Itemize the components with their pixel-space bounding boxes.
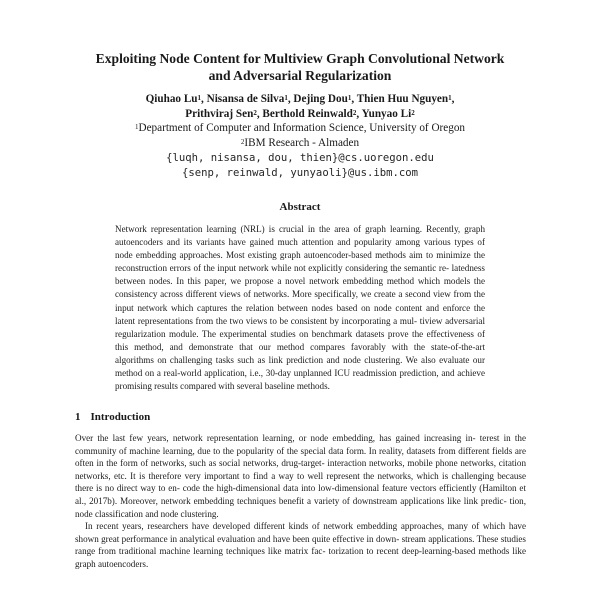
body-line: torization to recent deep-learning-based methods like graph autoencoders. xyxy=(75,546,526,569)
paper-title xyxy=(60,50,540,84)
abstract-body xyxy=(115,223,485,393)
title-line: Exploiting Node Content for Multiview Graph Convolutional Network xyxy=(95,51,505,66)
abstract-line: the effectiveness of this method, and demonstrate that our method compares favorably with the xyxy=(115,328,485,352)
affiliation-mark: 1 xyxy=(448,94,452,102)
author-name: Yunyao Li xyxy=(361,107,412,120)
body-line: of which have shown great performance in analytical evaluation and have been quite effective in down- xyxy=(75,521,527,544)
body-line: terest in the community of machine learning, due to the popularity of the special data form. In reality, xyxy=(75,433,526,456)
author-line: Prithviraj Sen$^2$, Berthold Reinwald$^2$, Yunyao Li$^2$ xyxy=(185,107,415,120)
abstract-line: node embedding approaches. Most existing graph autoencoder-based methods aim to minimize xyxy=(115,250,474,261)
body-line: tion, node classification and node clustering. xyxy=(75,495,526,519)
abstract-line: latedness between nodes. In this paper, we propose a novel network embedding method which xyxy=(115,263,485,287)
body-line: interaction networks, mobile phone networks, citation networks, etc. It is therefore very important to xyxy=(75,458,527,481)
abstract-line: autoencoders and its variants have gained much attention and popularity among various types of xyxy=(115,237,485,248)
affiliation-mark: 2 xyxy=(411,108,415,117)
abstract-line: and enforce the latent representations from the two views to be consistent by incorporating a mul- xyxy=(115,302,486,326)
author-email: {luqh, nisansa, dou, thien}@cs.uoregon.edu xyxy=(166,152,434,164)
abstract-line: models the consistency across different views of networks. More specifically, we create a second xyxy=(115,276,486,300)
author-list xyxy=(40,92,560,121)
author-name: Dejing Dou xyxy=(293,93,348,105)
body-paragraph xyxy=(75,520,526,570)
affiliation-text: Department of Computer and Information Science, University of Oregon xyxy=(138,122,466,134)
introduction-body xyxy=(75,432,526,571)
author-name: Berthold Reinwald xyxy=(262,107,353,120)
author-line: Qiuhao Lu$^1$, Nisansa de Silva$^1$, Dejing Dou$^1$, Thien Huu Nguyen$^1$, xyxy=(145,93,455,105)
affiliation-line xyxy=(40,136,560,151)
affiliation-mark: 2 xyxy=(352,108,357,117)
section-heading-introduction xyxy=(75,410,150,424)
body-line: Moreover, network embedding techniques benefit a variety of downstream applications like link predic- xyxy=(120,495,507,506)
abstract-line: state-of-the-art algorithms on challenging tasks such as link prediction and node clustering. We xyxy=(115,341,485,365)
body-line: stream applications. These studies range from traditional machine learning techniques like matrix fac- xyxy=(75,533,526,557)
affiliation-mark: 1 xyxy=(134,123,139,131)
body-line: In recent years, researchers have developed different kinds of network embedding approaches, many xyxy=(85,521,472,532)
title-line: and Adversarial Regularization xyxy=(208,68,392,83)
abstract-line: tiview adversarial regularization module. The experimental studies on benchmark datasets prove xyxy=(115,315,485,339)
section-number: 1 xyxy=(75,411,81,423)
affiliation-mark: 2 xyxy=(253,108,257,117)
abstract-line: view from the input network which captures the relation between nodes based on node content xyxy=(115,289,485,313)
affiliation-mark: 1 xyxy=(197,94,202,102)
abstract-heading: Abstract xyxy=(279,201,321,213)
body-line: code the high-dimensional data into low-dimensional feature vectors efficiently (Hamilton et al., 2017b). xyxy=(75,483,526,506)
affiliation-line xyxy=(40,121,560,136)
affiliation-mark: 2 xyxy=(240,137,245,146)
abstract-line: prediction, and achieve promising results compared with several baseline methods. xyxy=(115,368,486,392)
author-name: Nisansa de Silva xyxy=(206,93,285,105)
affiliation-mark: 1 xyxy=(347,94,352,102)
abstract-line: the reconstruction errors of the input network while not explicitly considering the semantic re- xyxy=(115,250,485,274)
body-paragraph xyxy=(75,432,526,520)
abstract-line: also evaluate our method on a real-world application, i.e., 30-day unplanned ICU readmission xyxy=(115,354,486,379)
affiliation-mark: 1 xyxy=(284,94,288,102)
author-email: {senp, reinwald, yunyaoli}@us.ibm.com xyxy=(182,167,418,179)
author-name: Prithviraj Sen xyxy=(185,107,254,120)
author-name: Thien Huu Nguyen xyxy=(356,93,449,105)
affiliation-text: IBM Research - Almaden xyxy=(244,136,360,149)
author-name: Qiuhao Lu xyxy=(145,93,198,105)
section-title: Introduction xyxy=(90,411,151,423)
affiliations xyxy=(40,121,560,150)
abstract-line: Network representation learning (NRL) is crucial in the area of graph learning. Recently, graph xyxy=(115,224,485,234)
body-line: find a way to well represent the networks, which is challenging because there is no direct way to en- xyxy=(75,470,526,494)
body-line: datasets from different fields are often in the form of networks, such as social networks, drug-target- xyxy=(75,445,526,469)
body-line: Over the last few years, network representation learning, or node embedding, has gained increasing in- xyxy=(75,433,476,443)
